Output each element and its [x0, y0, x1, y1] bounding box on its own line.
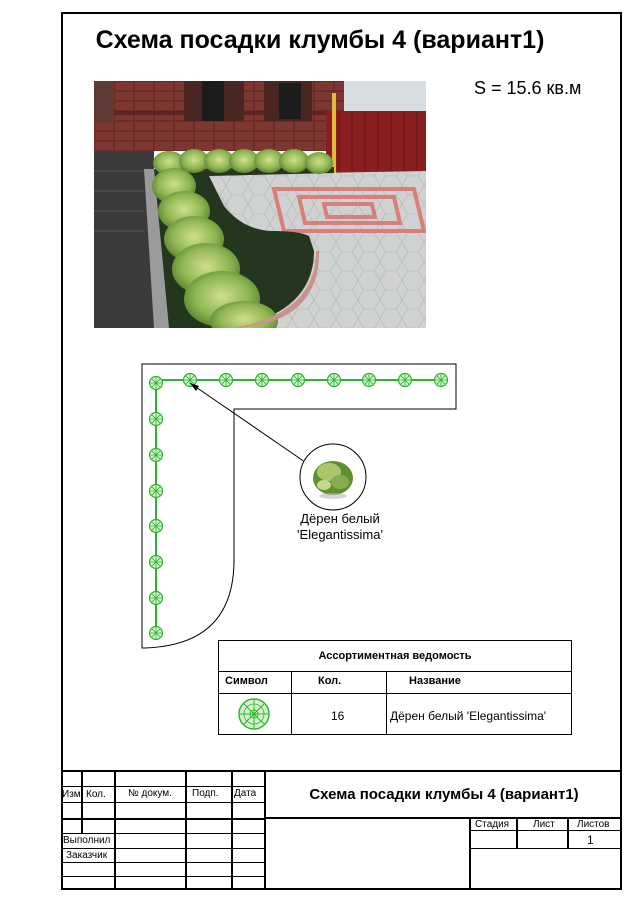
shrub-symbol-icon: [150, 485, 163, 498]
shrub-symbol-icon: [220, 374, 233, 387]
shrub-symbol-icon: [150, 520, 163, 533]
legend-symbol: [235, 697, 273, 734]
header-count: Кол.: [318, 675, 342, 687]
shrub-symbol-icon: [150, 413, 163, 426]
sheets-value: 1: [587, 833, 594, 847]
shrub-symbol-icon: [150, 377, 163, 390]
bed-outline: [142, 364, 456, 648]
assortment-table: [218, 640, 572, 735]
shrub-symbol-icon: [150, 556, 163, 569]
shrub-symbol-icon: [292, 374, 305, 387]
header-name: Название: [409, 675, 461, 687]
performed-by-label: Выполнил: [63, 835, 111, 846]
table-header-row: [219, 671, 571, 694]
shrub-symbol-icon: [150, 449, 163, 462]
stage-header: Стадия: [475, 819, 510, 830]
table-caption: Ассортиментная ведомость: [219, 641, 571, 672]
stamp-title: Схема посадки клумбы 4 (вариант1): [309, 786, 579, 803]
area-label: S = 15.6 кв.м: [474, 78, 582, 98]
col-date: Дата: [234, 788, 257, 799]
plant-label-line2: 'Elegantissima': [297, 527, 383, 542]
customer-label: Заказчик: [66, 850, 108, 861]
plant-symbols: [150, 374, 448, 640]
shrub-symbol-icon: [435, 374, 448, 387]
header-symbol: Символ: [225, 675, 268, 687]
shrub-symbol-icon: [235, 697, 273, 731]
shrub-symbol-icon: [150, 627, 163, 640]
shrub-symbol-icon: [150, 592, 163, 605]
col-kol: Кол.: [86, 789, 106, 800]
title-block: [61, 770, 622, 890]
callout-bush-icon: [300, 444, 366, 510]
shrub-symbol-icon: [363, 374, 376, 387]
plant-label-line1: Дёрен белый: [300, 511, 380, 526]
sheets-header: Листов: [577, 819, 610, 830]
shrub-symbol-icon: [328, 374, 341, 387]
col-doc: № докум.: [128, 788, 172, 799]
sheet-header: Лист: [533, 819, 555, 830]
callout-leader: [190, 383, 305, 462]
page-title: Схема посадки клумбы 4 (вариант1): [95, 26, 545, 54]
col-sign: Подп.: [192, 788, 219, 799]
legend-name: Дёрен белый 'Elegantissima': [390, 709, 547, 723]
plant-label: [270, 511, 410, 543]
planting-line: [156, 380, 441, 631]
shrub-symbol-icon: [399, 374, 412, 387]
col-izm: Изм: [62, 789, 81, 800]
legend-count: 16: [331, 709, 345, 723]
shrub-symbol-icon: [256, 374, 269, 387]
